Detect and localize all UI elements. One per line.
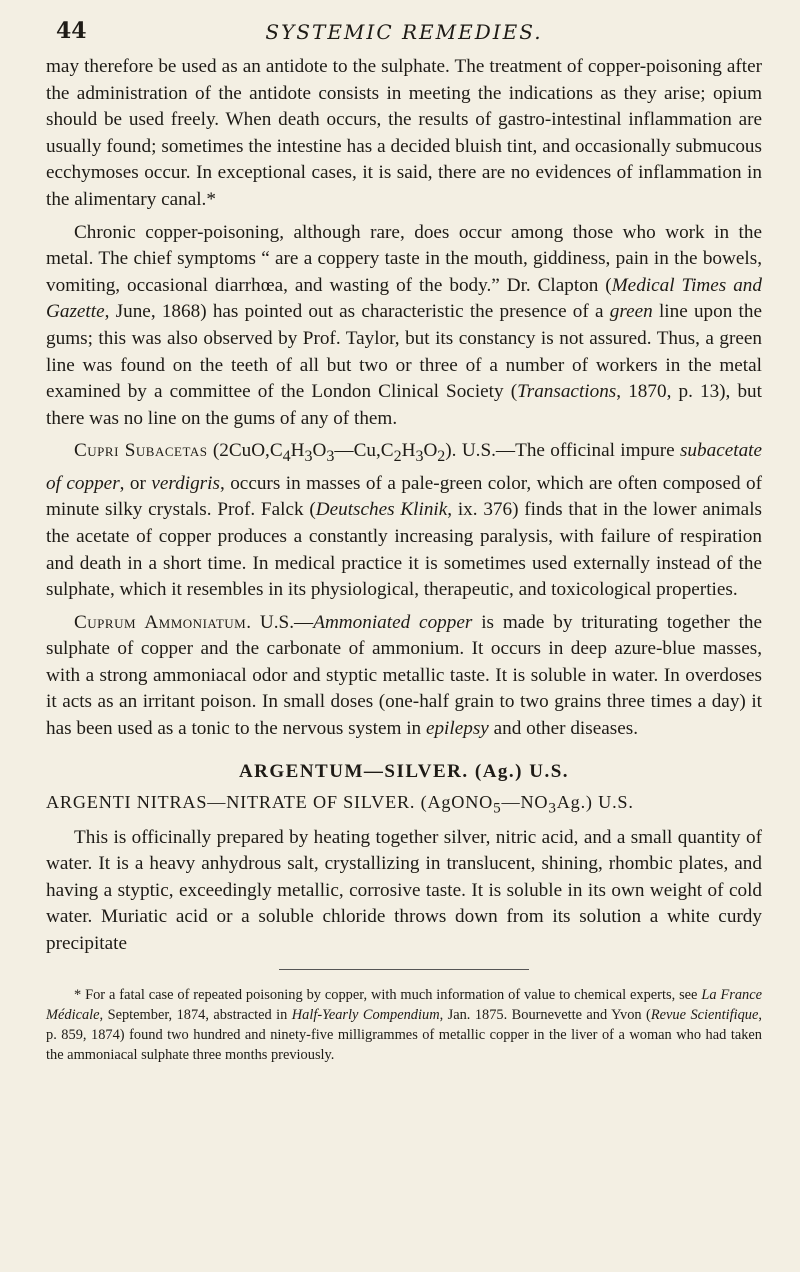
subsection-heading-argenti-nitras (46, 789, 762, 822)
text-run: , occurs in masses of a pale-green color, which are often composed of minute silky crystals. Prof. Falck ( (46, 472, 763, 521)
text-run: line upon the gums; this was also observed by Prof. Taylor, but its constancy is not assured. Thus, a green line was found on the teeth of all but two or three of a number of workers in the metal examined by a committee of the London Clinical Society ( (46, 301, 762, 403)
text-run: ). U.S.—The officinal impure (445, 440, 680, 462)
body-text (46, 54, 762, 957)
paragraph-cupri-subacetas (46, 438, 762, 603)
formula-subscript: 2 (437, 448, 446, 466)
text-run: , September, 1874, abstracted in (99, 1006, 292, 1023)
citation-journal: Transactions (517, 381, 617, 403)
running-head: SYSTEMIC REMEDIES. (265, 20, 543, 44)
emphasis: Ammoniated copper (313, 611, 473, 633)
text-run: * For a fatal case of repeated poisoning by copper, with much information of value to chemical experts, see (74, 986, 702, 1003)
citation-journal: La France Médicale (46, 986, 762, 1023)
paragraph-text: This is officinally prepared by heating together silver, nitric acid, and a small quantity of water. It is a heavy anhydrous salt, crystallizing in translucent, shining, rhombic plates, and having a styptic, exceedingly metallic, corrosive taste. It is soluble in its own weight of cold water. Muriatic acid or a soluble chloride throws down from its solution a white curdy precipitate (46, 826, 762, 954)
text-run: ARGENTI NITRAS—NITRATE OF SILVER. (AgONO (46, 792, 494, 813)
emphasis: epilepsy (425, 718, 489, 740)
citation-journal: Revue Scientifique (650, 1006, 759, 1023)
formula-subscript: 3 (304, 448, 313, 466)
drug-heading: Cupri Subacetas (74, 440, 208, 462)
text-run: , or (119, 472, 152, 494)
formula-subscript: 3 (326, 448, 335, 466)
emphasis: verdigris (151, 472, 220, 494)
formula-subscript: 3 (415, 448, 424, 466)
formula-subscript: 5 (493, 799, 502, 817)
formula: (2CuO,C (207, 440, 283, 462)
text-run: , June, 1868) has pointed out as characteristic the presence of a (104, 301, 610, 323)
paragraph-chronic-poisoning (46, 220, 762, 433)
text-run: and other diseases. (488, 718, 639, 740)
footnote-rule (279, 969, 529, 970)
text-run: . U.S.— (246, 611, 314, 633)
formula-subscript: 3 (548, 799, 557, 817)
text-run: Chronic copper-poisoning, although rare, does occur among those who work in the metal. The chief symptoms “ are a coppery taste in the mouth, giddiness, pain in the bowels, vomiting, occasional diarrhœa, and wasting of the body.” Dr. Clapton ( (46, 221, 762, 296)
page-number: 44 (56, 18, 87, 44)
formula: O (423, 440, 438, 462)
citation-journal: Medical Times and Gazette (46, 274, 762, 323)
formula-subscript: 2 (393, 448, 402, 466)
text-run: , ix. 376) finds that in the lower animals the acetate of copper produces a constantly increasing paralysis, with failure of respiration and death in a short time. In medical practice it is sometimes used externally instead of the sulphate, which it resembles in its physiological, therapeutic, and toxicological properties. (46, 499, 762, 601)
text-run: —NO (501, 792, 549, 813)
emphasis: green (609, 301, 653, 323)
citation-journal: Half-Yearly Compendium (291, 1006, 440, 1023)
formula: H (290, 440, 305, 462)
text-run: is made by triturating together the sulphate of copper and the carbonate of ammonium. It occurs in deep azure-blue masses, with a strong ammoniacal odor and styptic metallic taste. It is soluble in water. In overdoses it acts as an irritant poison. In small doses (one-half grain to two grains three times a day) it has been used as a tonic to the nervous system in (46, 611, 763, 740)
emphasis: subacetate of copper (46, 440, 763, 494)
page-header (46, 10, 762, 54)
paragraph-text: may therefore be used as an antidote to the sulphate. The treatment of copper-poisoning after the administration of the antidote consists in meeting the indications as they arise; opium should be used freely. When death occurs, the results of gastro-intestinal inflammation are usually found; sometimes the intestine has a decided bluish tint, and occasionally submucous ecchymoses occur. In exceptional cases, it is said, there are no evidences of inflammation in the alimentary canal.* (46, 56, 762, 210)
drug-heading: Cuprum Ammoniatum (74, 611, 247, 633)
text-run: , 1870, p. 13), but there was no line on the gums of any of them. (46, 381, 762, 429)
paragraph-nitrate-of-silver (46, 825, 762, 958)
formula: H (401, 440, 416, 462)
footnote (46, 985, 762, 1065)
formula: O (312, 440, 327, 462)
text-run: Ag.) U.S. (556, 792, 634, 813)
section-heading-argentum: ARGENTUM—SILVER. (Ag.) U.S. (238, 760, 570, 782)
text-run: , Jan. 1875. Bournevette and Yvon ( (439, 1006, 651, 1023)
citation-journal: Deutsches Klinik (315, 499, 448, 521)
paragraph-cuprum-ammoniatum (46, 610, 762, 743)
paragraph-antidote-treatment (46, 54, 762, 214)
formula: —Cu,C (334, 440, 394, 462)
text-run: , p. 859, 1874) found two hundred and ninety-five milligrammes of metallic copper in the liver of a woman who had taken the ammoniacal sulphate three months previously. (46, 1006, 762, 1063)
formula-subscript: 4 (282, 448, 291, 466)
